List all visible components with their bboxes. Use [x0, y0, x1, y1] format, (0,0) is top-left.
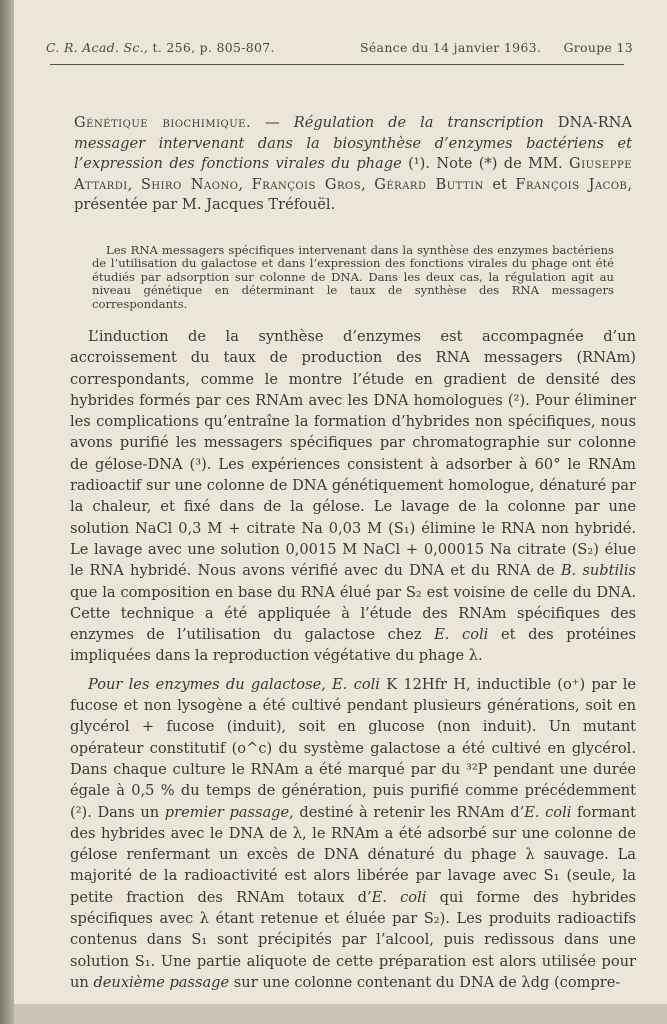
- article-body: [70, 326, 636, 993]
- author-separator: et: [483, 175, 516, 193]
- paragraph-text: que la composition en base du RNA élué par S₂ est voisine de celle du DNA. Cette technique a été appliquée à l’étude des RNAm spécifiques des enzymes de l’utilisation du galactose chez: [70, 583, 636, 644]
- body-paragraph: [70, 674, 636, 993]
- group-number: Groupe 13: [563, 40, 633, 55]
- title-italic-continued: messager intervenant dans la biosynthèse d’enzymes bactériens et l’expression des fonctions virales du phage: [74, 134, 632, 172]
- author-separator: ,: [361, 175, 375, 193]
- species-name: E. coli: [332, 675, 380, 693]
- species-name: B. subtilis: [560, 562, 636, 580]
- author-name: Giuseppe Attardi: [74, 155, 632, 193]
- paragraph-text: L’induction de la synthèse d’enzymes est accompagnée d’un accroissement du taux de production des RNA messagers (RNAm) correspondants, comme le montre l’étude en gradient de densité des hybrides formés par ces RNAm avec les DNA homologues (²). Pour éliminer les complications qu’entraîne la formation d’hybrides non spécifiques, nous avons purifié les messagers spécifiques par chromatographie sur colonne de gélose-DNA (³). Les expériences consistent à adsorber à 60° le RNAm radioactif sur une colonne de DNA génétiquement homologue, dénaturé par la chaleur, et fixé dans de la gélose. Le lavage de la colonne par une solution NaCl 0,3 M + citrate Na 0,03 M (S₁) élimine le RNA non hybridé. Le lavage avec une solution 0,0015 M NaCl + 0,00015 Na citrate (S₂) élue le RNA hybridé. Nous avons vérifié avec du DNA et du RNA de: [70, 328, 636, 580]
- species-name: E. coli: [524, 803, 572, 821]
- section-name: Génétique biochimique.: [74, 114, 252, 131]
- abstract: Les RNA messagers spécifiques intervenant dans la synthèse des enzymes bactériens de l’utilisation du galactose et dans l’expression des fonctions virales du phage ont été étudiés par adsorption sur colonne de DNA. Dans les deux cas, la régulation agit au niveau génétique en déterminant le taux de synthèse des RNA messagers correspondants.: [92, 243, 614, 311]
- author-name: Shiro Naono: [140, 175, 239, 193]
- paragraph-text: K 12Hfr H, inductible (o⁺) par le fucose et non lysogène a été cultivé pendant plusieurs générations, soit en glycérol + fucose (induit), soit en glucose (non induit). Un mutant opérateur constitutif (o^c) du système galactose a été cultivé en glycérol. Dans chaque culture le RNAm a été marqué par du ³²P pendant une durée égale à 0,5 % du temps de génération, puis purifié comme précédemment (²). Dans un: [70, 675, 636, 821]
- author-name: Gérard Buttin: [374, 175, 484, 193]
- paragraph-text: formant des hybrides avec le DNA de λ, le RNAm a été adsorbé sur une colonne de gélose renfermant un excès de DNA dénaturé du phage λ sauvage. La majorité de la radioactivité est alors libérée par lavage avec S₁ (seule, la petite fraction des RNAm totaux d’: [70, 803, 636, 906]
- title-italic: Régulation de la transcription: [293, 114, 544, 131]
- species-name: E. coli: [434, 626, 489, 644]
- journal-volume-pages: t. 256, p. 805-807.: [148, 40, 275, 55]
- author-name: François Jacob: [515, 175, 628, 193]
- session-date: Séance du 14 janvier 1963.: [360, 40, 542, 55]
- paragraph-text: destiné à retenir les RNAm d’: [293, 803, 525, 821]
- presented-by: , présentée par M. Jacques Tréfouël.: [74, 175, 633, 213]
- scan-bottom-edge: [14, 1004, 667, 1024]
- header-rule: [50, 64, 624, 65]
- species-name: E. coli: [371, 888, 427, 906]
- paragraph-heading: Pour les enzymes du galactose,: [88, 675, 326, 693]
- body-paragraph: [70, 326, 636, 667]
- author-name: François Gros: [251, 175, 362, 193]
- paragraph-text: sur une colonne contenant du DNA de λdg (compre-: [229, 973, 621, 991]
- journal-name: C. R. Acad. Sc.,: [46, 40, 149, 55]
- author-separator: ,: [127, 175, 141, 193]
- journal-reference: [46, 40, 275, 55]
- paragraph-text: et des protéines impliquées dans la reproduction végétative du phage λ.: [70, 626, 636, 665]
- emphasis-text: premier passage,: [164, 803, 294, 821]
- article-title-block: [74, 113, 632, 216]
- title-dash: —: [251, 114, 294, 131]
- author-separator: ,: [238, 175, 252, 193]
- note-reference: (¹). Note (*) de MM.: [401, 155, 570, 172]
- page-header: [32, 40, 645, 60]
- emphasis-text: deuxième passage: [93, 973, 230, 991]
- scan-left-edge: [0, 0, 14, 1024]
- title-roman: DNA-RNA: [543, 114, 632, 131]
- document-page: [14, 0, 667, 1004]
- paragraph-text: qui forme des hybrides spécifiques avec λ étant retenue et éluée par S₂). Les produits radioactifs contenus dans S₁ sont précipités par l’alcool, puis redissous dans une solution S₁. Une partie aliquote de cette préparation est alors utilisée pour un: [70, 888, 636, 991]
